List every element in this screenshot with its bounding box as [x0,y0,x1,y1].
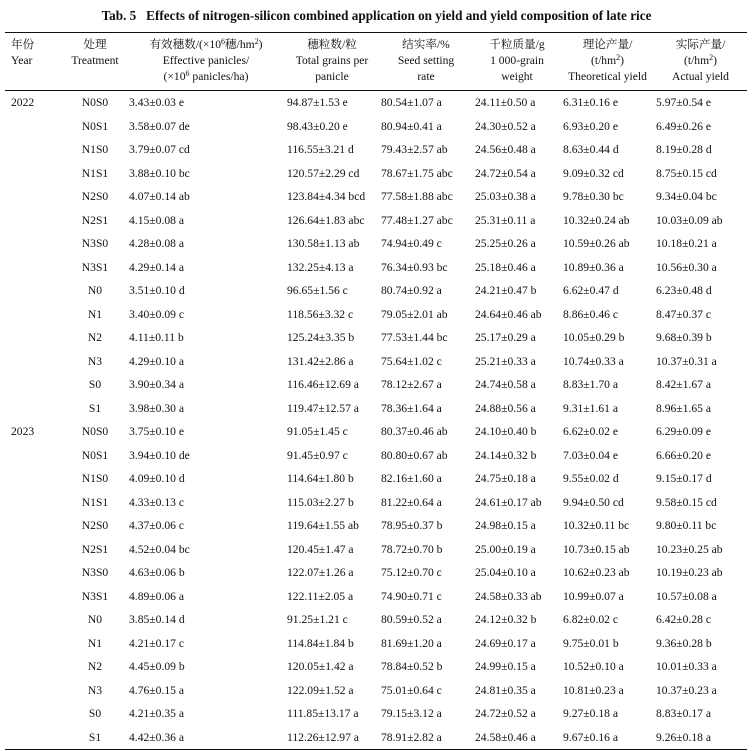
cell-treatment: N3 [87,354,103,368]
table-row [5,279,747,303]
header-theoretical-yield: 理论产量/ $(t/hm^2)$ Theoretical yield [568,38,647,83]
cell-total-grains: 122.11±2.05 a [287,589,354,603]
table-row [5,514,747,538]
cell-effective-panicles: 4.29±0.14 a [129,260,184,274]
cell-actual-yield: 9.58±0.15 cd [656,495,717,509]
cell-total-grains: 91.45±0.97 c [287,448,348,462]
cell-seed-setting: 80.37±0.46 ab [381,425,448,439]
cell-year [5,373,63,397]
cell-effective-panicles: 4.33±0.13 c [129,495,184,509]
cell-grain-weight: 25.21±0.33 a [475,354,536,368]
cell-theoretical-yield: 9.55±0.02 d [563,472,619,486]
cell-treatment: N1S0 [81,472,109,486]
cell-total-grains: 122.07±1.26 a [287,566,354,580]
cell-seed-setting: 81.69±1.20 a [381,636,442,650]
cell-grain-weight: 25.31±0.11 a [475,213,536,227]
cell-year [5,256,63,280]
header-grain-weight: 千粒质量/g 1 000-grain weight [489,38,545,83]
cell-seed-setting: 78.91±2.82 a [381,730,442,744]
cell-grain-weight: 24.75±0.18 a [475,472,536,486]
cell-actual-yield: 10.37±0.31 a [656,354,717,368]
cell-total-grains: 116.55±3.21 d [287,143,354,157]
cell-grain-weight: 24.81±0.35 a [475,683,536,697]
cell-actual-yield: 10.18±0.21 a [656,237,717,251]
cell-year [5,467,63,491]
cell-grain-weight: 24.88±0.56 a [475,401,536,415]
cell-theoretical-yield: 6.31±0.16 e [563,96,618,110]
cell-actual-yield: 6.23±0.48 d [656,284,712,298]
cell-effective-panicles: 3.79±0.07 cd [129,143,190,157]
table-caption [0,8,753,24]
cell-theoretical-yield: 9.78±0.30 bc [563,190,624,204]
cell-year [5,303,63,327]
cell-grain-weight: 24.72±0.54 a [475,166,536,180]
cell-theoretical-yield: 6.82±0.02 c [563,613,618,627]
table-row [5,444,747,468]
table-row [5,585,747,609]
cell-total-grains: 111.85±13.17 a [287,707,359,721]
cell-treatment: N3S0 [81,566,109,580]
table-row [5,608,747,632]
cell-seed-setting: 80.94±0.41 a [381,119,442,133]
cell-seed-setting: 79.43±2.57 ab [381,143,448,157]
cell-treatment: N3S0 [81,237,109,251]
table-row [5,373,747,397]
cell-total-grains: 114.64±1.80 b [287,472,354,486]
cell-total-grains: 114.84±1.84 b [287,636,354,650]
cell-treatment: N2S0 [81,190,109,204]
cell-effective-panicles: 3.58±0.07 de [129,119,190,133]
cell-total-grains: 125.24±3.35 b [287,331,355,345]
cell-actual-yield: 10.57±0.08 a [656,589,717,603]
cell-effective-panicles: 4.07±0.14 ab [129,190,190,204]
cell-actual-yield: 8.75±0.15 cd [656,166,717,180]
cell-treatment: N2S1 [81,213,109,227]
cell-effective-panicles: 4.21±0.35 a [129,707,184,721]
cell-actual-yield: 9.36±0.28 b [656,636,712,650]
cell-total-grains: 122.09±1.52 a [287,683,354,697]
cell-effective-panicles: 3.43±0.03 e [129,96,184,110]
cell-seed-setting: 80.54±1.07 a [381,96,442,110]
cell-treatment: N3 [87,683,103,697]
cell-seed-setting: 78.67±1.75 abc [381,166,453,180]
cell-theoretical-yield: 6.93±0.20 e [563,119,618,133]
cell-actual-yield: 6.42±0.28 c [656,613,711,627]
cell-year [5,561,63,585]
cell-actual-yield: 9.80±0.11 bc [656,519,717,533]
header-seed-setting: 结实率/% Seed setting rate [397,38,455,83]
table-row [5,397,747,421]
cell-seed-setting: 77.58±1.88 abc [381,190,453,204]
cell-grain-weight: 24.58±0.33 ab [475,589,542,603]
cell-total-grains: 123.84±4.34 bcd [287,190,366,204]
cell-actual-yield: 8.47±0.37 c [656,307,711,321]
cell-actual-yield: 10.37±0.23 a [656,683,717,697]
cell-grain-weight: 24.99±0.15 a [475,660,536,674]
table-row [5,232,747,256]
cell-actual-yield: 9.68±0.39 b [656,331,712,345]
cell-seed-setting: 74.94±0.49 c [381,237,442,251]
table-body [5,91,747,750]
cell-total-grains: 132.25±4.13 a [287,260,354,274]
cell-year [5,702,63,726]
cell-theoretical-yield: 10.59±0.26 ab [563,237,630,251]
cell-seed-setting: 77.48±1.27 abc [381,213,453,227]
table-row [5,209,747,233]
cell-grain-weight: 25.17±0.29 a [475,331,536,345]
cell-effective-panicles: 4.21±0.17 c [129,636,184,650]
cell-year: 2023 [11,425,35,439]
cell-seed-setting: 78.95±0.37 b [381,519,443,533]
cell-grain-weight: 25.03±0.38 a [475,190,536,204]
cell-grain-weight: 25.18±0.46 a [475,260,536,274]
cell-seed-setting: 79.15±3.12 a [381,707,442,721]
cell-actual-yield: 10.01±0.33 a [656,660,717,674]
cell-total-grains: 131.42±2.86 a [287,354,354,368]
cell-actual-yield: 6.66±0.20 e [656,448,711,462]
cell-effective-panicles: 4.45±0.09 b [129,660,185,674]
table-row [5,702,747,726]
cell-effective-panicles: 4.09±0.10 d [129,472,185,486]
table-row [5,91,747,115]
table-row [5,326,747,350]
cell-year: 2022 [11,96,35,110]
cell-grain-weight: 24.14±0.32 b [475,448,537,462]
cell-treatment: N2S0 [81,519,109,533]
cell-effective-panicles: 3.98±0.30 a [129,401,184,415]
cell-year [5,232,63,256]
table-label: Tab. 5 [101,8,137,23]
cell-effective-panicles: 3.88±0.10 bc [129,166,190,180]
cell-theoretical-yield: 10.99±0.07 a [563,589,624,603]
cell-actual-yield: 8.96±1.65 a [656,401,711,415]
cell-seed-setting: 75.01±0.64 c [381,683,442,697]
cell-total-grains: 94.87±1.53 e [287,96,348,110]
cell-actual-yield: 10.19±0.23 ab [656,566,723,580]
cell-treatment: N1 [87,636,103,650]
cell-treatment: S1 [88,730,102,744]
cell-grain-weight: 24.10±0.40 b [475,425,537,439]
table-row [5,350,747,374]
cell-seed-setting: 78.84±0.52 b [381,660,443,674]
cell-treatment: N1S1 [81,166,109,180]
cell-year [5,491,63,515]
cell-total-grains: 91.25±1.21 c [287,613,348,627]
cell-year [5,444,63,468]
cell-grain-weight: 24.64±0.46 ab [475,307,542,321]
header-effective-panicles: 有效穗数$/(\times 10^6$穗$/hm^2$) Effective panicles/ ($\times 10^6$ panicles/ha) [149,37,263,83]
cell-grain-weight: 24.56±0.48 a [475,143,536,157]
cell-treatment: N1S1 [81,495,109,509]
cell-effective-panicles: 4.63±0.06 b [129,566,185,580]
cell-seed-setting: 78.72±0.70 b [381,542,443,556]
cell-seed-setting: 76.34±0.93 bc [381,260,448,274]
cell-grain-weight: 24.72±0.52 a [475,707,536,721]
cell-treatment: N0S0 [81,96,109,110]
cell-seed-setting: 82.16±1.60 a [381,472,442,486]
cell-effective-panicles: 4.15±0.08 a [129,213,184,227]
cell-year [5,538,63,562]
cell-year [5,679,63,703]
header-treatment: 处理 Treatment [71,38,119,67]
cell-theoretical-yield: 9.31±1.61 a [563,401,618,415]
cell-treatment: N1 [87,307,103,321]
cell-theoretical-yield: 9.67±0.16 a [563,730,618,744]
cell-treatment: N0 [87,284,103,298]
table-row [5,185,747,209]
cell-effective-panicles: 4.11±0.11 b [129,331,184,345]
cell-treatment: N2S1 [81,542,109,556]
table-row [5,561,747,585]
cell-theoretical-yield: 9.94±0.50 cd [563,495,624,509]
table-row [5,538,747,562]
cell-year [5,162,63,186]
cell-effective-panicles: 3.75±0.10 e [129,425,184,439]
table-row [5,679,747,703]
cell-year [5,655,63,679]
cell-grain-weight: 24.61±0.17 ab [475,495,542,509]
cell-effective-panicles: 4.37±0.06 c [129,519,184,533]
cell-effective-panicles: 3.94±0.10 de [129,448,190,462]
cell-treatment: N0S0 [81,425,109,439]
cell-actual-yield: 9.15±0.17 d [656,472,712,486]
cell-year [5,397,63,421]
cell-total-grains: 130.58±1.13 ab [287,237,360,251]
header-actual-yield: 实际产量/ $(t/hm^2)$ Actual yield [672,38,729,83]
cell-seed-setting: 80.74±0.92 a [381,284,442,298]
cell-seed-setting: 78.12±2.67 a [381,378,442,392]
cell-effective-panicles: 3.40±0.09 c [129,307,184,321]
cell-total-grains: 120.45±1.47 a [287,542,354,556]
cell-theoretical-yield: 6.62±0.02 e [563,425,618,439]
cell-seed-setting: 75.64±1.02 c [381,354,442,368]
cell-treatment: N1S0 [81,143,109,157]
cell-theoretical-yield: 8.83±1.70 a [563,378,618,392]
cell-actual-yield: 6.49±0.26 e [656,119,711,133]
cell-seed-setting: 81.22±0.64 a [381,495,442,509]
cell-theoretical-yield: 10.73±0.15 ab [563,542,630,556]
cell-theoretical-yield: 10.74±0.33 a [563,354,624,368]
cell-theoretical-yield: 9.09±0.32 cd [563,166,624,180]
cell-year [5,326,63,350]
cell-actual-yield: 10.23±0.25 ab [656,542,723,556]
cell-total-grains: 119.47±12.57 a [287,401,359,415]
cell-year [5,585,63,609]
cell-grain-weight: 24.98±0.15 a [475,519,536,533]
cell-total-grains: 119.64±1.55 ab [287,519,359,533]
cell-theoretical-yield: 10.89±0.36 a [563,260,624,274]
cell-theoretical-yield: 10.32±0.11 bc [563,519,630,533]
cell-effective-panicles: 4.42±0.36 a [129,730,184,744]
table-row [5,726,747,750]
cell-effective-panicles: 3.85±0.14 d [129,613,185,627]
cell-actual-yield: 9.34±0.04 bc [656,190,717,204]
cell-theoretical-yield: 10.32±0.24 ab [563,213,630,227]
cell-total-grains: 118.56±3.32 c [287,307,354,321]
cell-grain-weight: 25.00±0.19 a [475,542,536,556]
cell-grain-weight: 25.04±0.10 a [475,566,536,580]
cell-actual-yield: 8.19±0.28 d [656,143,712,157]
cell-seed-setting: 80.59±0.52 a [381,613,442,627]
cell-effective-panicles: 4.89±0.06 a [129,589,184,603]
cell-total-grains: 98.43±0.20 e [287,119,348,133]
cell-seed-setting: 74.90±0.71 c [381,589,442,603]
cell-seed-setting: 78.36±1.64 a [381,401,442,415]
cell-total-grains: 120.05±1.42 a [287,660,354,674]
cell-total-grains: 112.26±12.97 a [287,730,359,744]
cell-total-grains: 96.65±1.56 c [287,284,348,298]
table-title: Effects of nitrogen-silicon combined application on yield and yield composition of late rice [146,8,652,23]
cell-theoretical-yield: 10.05±0.29 b [563,331,625,345]
cell-theoretical-yield: 8.86±0.46 c [563,307,618,321]
cell-year [5,726,63,750]
table-row [5,420,747,444]
table-header [5,33,747,91]
cell-theoretical-yield: 10.81±0.23 a [563,683,624,697]
cell-theoretical-yield: 8.63±0.44 d [563,143,619,157]
table-row [5,632,747,656]
cell-effective-panicles: 4.29±0.10 a [129,354,184,368]
cell-effective-panicles: 3.90±0.34 a [129,378,184,392]
table-row [5,655,747,679]
cell-theoretical-yield: 9.75±0.01 b [563,636,619,650]
cell-year [5,209,63,233]
cell-year [5,185,63,209]
cell-effective-panicles: 4.76±0.15 a [129,683,184,697]
table-row [5,115,747,139]
cell-grain-weight: 24.21±0.47 b [475,284,537,298]
cell-theoretical-yield: 6.62±0.47 d [563,284,619,298]
cell-treatment: N0 [87,613,103,627]
cell-actual-yield: 9.26±0.18 a [656,730,711,744]
table-row [5,303,747,327]
table-row [5,467,747,491]
cell-total-grains: 91.05±1.45 c [287,425,348,439]
cell-grain-weight: 24.69±0.17 a [475,636,536,650]
cell-grain-weight: 24.11±0.50 a [475,96,536,110]
cell-total-grains: 126.64±1.83 abc [287,213,365,227]
cell-theoretical-yield: 10.62±0.23 ab [563,566,630,580]
cell-year [5,608,63,632]
cell-grain-weight: 25.25±0.26 a [475,237,536,251]
cell-year [5,350,63,374]
cell-seed-setting: 75.12±0.70 c [381,566,442,580]
cell-seed-setting: 77.53±1.44 bc [381,331,448,345]
cell-actual-yield: 10.56±0.30 a [656,260,717,274]
cell-effective-panicles: 4.28±0.08 a [129,237,184,251]
yield-table [5,32,747,750]
cell-treatment: N0S1 [81,448,109,462]
cell-effective-panicles: 4.52±0.04 bc [129,542,190,556]
cell-treatment: N3S1 [81,589,109,603]
cell-actual-yield: 10.03±0.09 ab [656,213,723,227]
cell-seed-setting: 80.80±0.67 ab [381,448,448,462]
cell-treatment: S0 [88,707,102,721]
cell-treatment: N3S1 [81,260,109,274]
header-year: 年份 Year [11,38,35,67]
cell-theoretical-yield: 10.52±0.10 a [563,660,624,674]
cell-theoretical-yield: 9.27±0.18 a [563,707,618,721]
cell-treatment: N2 [87,660,103,674]
cell-seed-setting: 79.05±2.01 ab [381,307,448,321]
table-row [5,162,747,186]
cell-grain-weight: 24.74±0.58 a [475,378,536,392]
cell-total-grains: 120.57±2.29 cd [287,166,360,180]
cell-treatment: N0S1 [81,119,109,133]
cell-grain-weight: 24.58±0.46 a [475,730,536,744]
cell-year [5,632,63,656]
cell-actual-yield: 8.83±0.17 a [656,707,711,721]
cell-treatment: S1 [88,401,102,415]
cell-actual-yield: 6.29±0.09 e [656,425,711,439]
cell-year [5,115,63,139]
table-row [5,491,747,515]
cell-theoretical-yield: 7.03±0.04 e [563,448,618,462]
cell-total-grains: 116.46±12.69 a [287,378,359,392]
table-row [5,256,747,280]
table-row [5,138,747,162]
cell-treatment: N2 [87,331,103,345]
cell-actual-yield: 5.97±0.54 e [656,96,711,110]
cell-year [5,514,63,538]
cell-actual-yield: 8.42±1.67 a [656,378,711,392]
cell-effective-panicles: 3.51±0.10 d [129,284,185,298]
cell-year [5,138,63,162]
cell-year [5,279,63,303]
header-total-grains: 穗粒数/粒 Total grains per panicle [295,38,369,83]
cell-grain-weight: 24.12±0.32 b [475,613,537,627]
cell-total-grains: 115.03±2.27 b [287,495,354,509]
cell-treatment: S0 [88,378,102,392]
cell-grain-weight: 24.30±0.52 a [475,119,536,133]
